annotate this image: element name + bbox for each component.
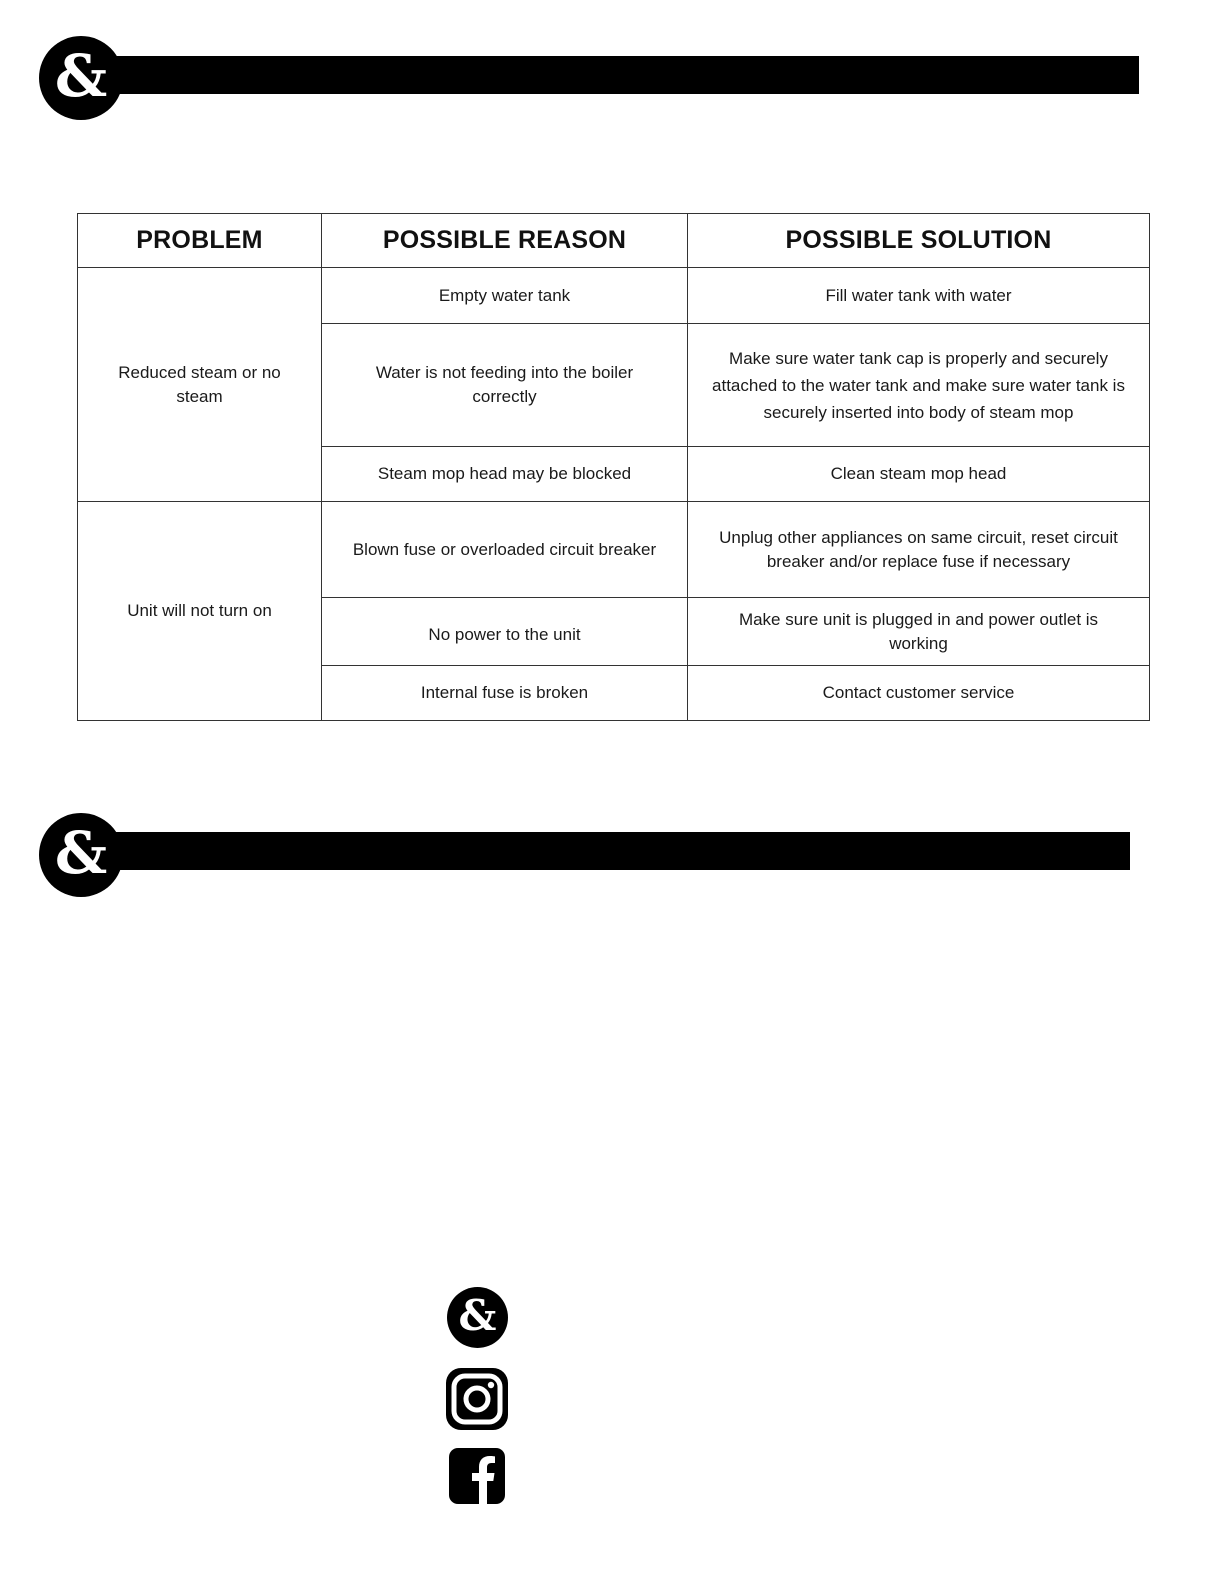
facebook-icon[interactable] — [449, 1448, 505, 1504]
ampersand-logo-icon — [39, 36, 123, 120]
table-header-row — [78, 214, 1150, 268]
solution-cell: Make sure unit is plugged in and power outlet is working — [688, 598, 1150, 666]
ampersand-logo-icon[interactable] — [447, 1287, 508, 1348]
problem-cell: Unit will not turn on — [78, 502, 322, 721]
table-row — [78, 502, 1150, 598]
reason-cell: No power to the unit — [322, 598, 688, 666]
reason-cell: Water is not feeding into the boiler correctly — [322, 324, 688, 447]
solution-cell: Contact customer service — [688, 666, 1150, 721]
ampersand-logo-icon — [39, 813, 123, 897]
reason-cell: Empty water tank — [322, 268, 688, 324]
reason-cell: Steam mop head may be blocked — [322, 447, 688, 502]
ampersand-symbol: & — [458, 1291, 497, 1340]
solution-cell: Unplug other appliances on same circuit, reset circuit breaker and/or replace fuse if necessary — [688, 502, 1150, 598]
troubleshooting-table — [77, 213, 1150, 721]
header-problem: PROBLEM — [78, 214, 322, 268]
ampersand-symbol: & — [54, 819, 108, 887]
section-header-bar-1 — [110, 56, 1139, 94]
section-header-bar-2 — [110, 832, 1130, 870]
ampersand-symbol: & — [54, 42, 108, 110]
solution-cell: Fill water tank with water — [688, 268, 1150, 324]
reason-cell: Blown fuse or overloaded circuit breaker — [322, 502, 688, 598]
solution-cell: Clean steam mop head — [688, 447, 1150, 502]
instagram-icon[interactable] — [446, 1368, 508, 1430]
solution-cell: Make sure water tank cap is properly and securely attached to the water tank and make sure water tank is securely inserted into body of steam mop — [688, 324, 1150, 447]
header-possible-solution: POSSIBLE SOLUTION — [688, 214, 1150, 268]
reason-cell: Internal fuse is broken — [322, 666, 688, 721]
header-possible-reason: POSSIBLE REASON — [322, 214, 688, 268]
table-row — [78, 268, 1150, 324]
problem-cell: Reduced steam or no steam — [78, 268, 322, 502]
